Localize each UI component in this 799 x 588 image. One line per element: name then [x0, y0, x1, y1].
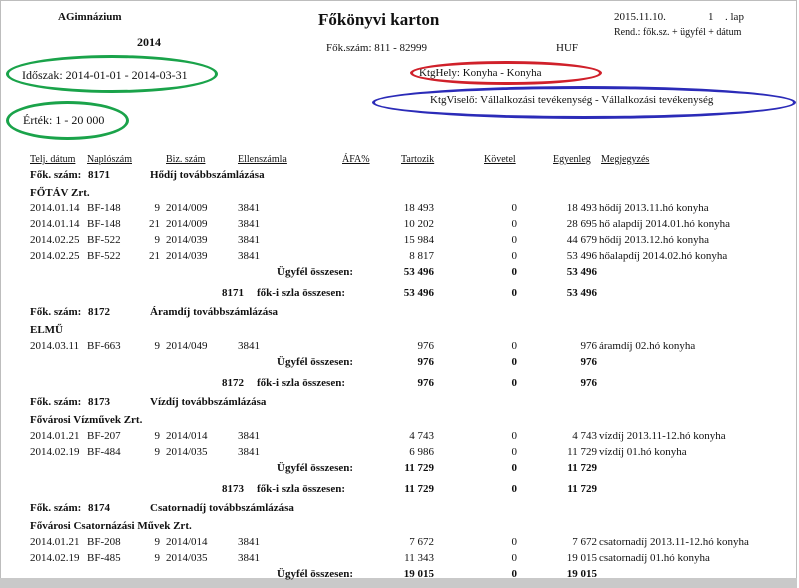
biz-sorszam: 9	[154, 446, 160, 458]
col-afa: ÁFA%	[342, 154, 370, 165]
value-filter: Érték: 1 - 20 000	[23, 113, 105, 127]
kovetel: 0	[511, 536, 517, 548]
page-suffix: . lap	[725, 11, 744, 23]
partner-name: Fővárosi Vízművek Zrt.	[30, 414, 143, 426]
megjegyzes: vízdíj 01.hó konyha	[599, 446, 687, 458]
tartozik-total: 19 015	[403, 568, 434, 580]
tartozik: 976	[417, 340, 434, 352]
partner-total-row	[0, 462, 799, 477]
account-total-label: fők-i szla összesen:	[257, 483, 345, 495]
currency: HUF	[556, 42, 579, 54]
megjegyzes: hődíj 2013.11.hó konyha	[599, 202, 709, 214]
account-name: Hődíj továbbszámlázása	[150, 169, 265, 181]
egyenleg-total: 976	[580, 377, 597, 389]
biz-sorszam: 9	[154, 234, 160, 246]
kovetel-total: 0	[511, 266, 517, 278]
biz-szam: 2014/014	[166, 430, 208, 442]
partner-total-row	[0, 266, 799, 281]
table-row	[0, 202, 799, 217]
tartozik-total: 53 496	[403, 266, 434, 278]
tartozik: 10 202	[403, 218, 434, 230]
partner-name: FŐTÁV Zrt.	[30, 187, 90, 199]
naploszam: BF-207	[87, 430, 121, 442]
account-number: 8172	[88, 306, 110, 318]
naploszam: BF-663	[87, 340, 121, 352]
naploszam: BF-148	[87, 218, 121, 230]
account-number: 8171	[88, 169, 110, 181]
ellenszamla: 3841	[238, 536, 260, 548]
egyenleg: 18 493	[566, 202, 597, 214]
table-row	[0, 446, 799, 461]
kovetel-total: 0	[511, 287, 517, 299]
egyenleg: 28 695	[566, 218, 597, 230]
account-label: Fők. szám:	[30, 169, 82, 181]
tartozik: 4 743	[409, 430, 434, 442]
megjegyzes: hő alapdíj 2014.01.hó konyha	[599, 218, 731, 230]
cost-bearer-filter: KtgViselő: Vállalkozási tevékenység - Vállalkozási tevékenység	[430, 94, 714, 106]
egyenleg-total: 11 729	[567, 462, 597, 474]
biz-sorszam: 9	[154, 340, 160, 352]
biz-szam: 2014/035	[166, 552, 208, 564]
ellenszamla: 3841	[238, 202, 260, 214]
partner-total-row	[0, 356, 799, 371]
account-header-row	[0, 306, 799, 321]
naploszam: BF-485	[87, 552, 121, 564]
telj-datum: 2014.01.21	[30, 430, 80, 442]
ellenszamla: 3841	[238, 430, 260, 442]
biz-sorszam: 21	[149, 250, 160, 262]
account-header-row	[0, 169, 799, 184]
megjegyzes: hődíj 2013.12.hó konyha	[599, 234, 709, 246]
naploszam: BF-208	[87, 536, 121, 548]
account-name: Áramdíj továbbszámlázása	[150, 306, 279, 318]
tartozik-total: 11 729	[404, 483, 434, 495]
telj-datum: 2014.01.21	[30, 536, 80, 548]
naploszam: BF-522	[87, 250, 121, 262]
kovetel-total: 0	[511, 377, 517, 389]
table-row	[0, 430, 799, 445]
kovetel: 0	[511, 446, 517, 458]
tartozik: 6 986	[409, 446, 434, 458]
telj-datum: 2014.03.11	[30, 340, 80, 352]
megjegyzes: vízdíj 2013.11-12.hó konyha	[599, 430, 726, 442]
ellenszamla: 3841	[238, 340, 260, 352]
ellenszamla: 3841	[238, 250, 260, 262]
kovetel-total: 0	[511, 483, 517, 495]
table-row	[0, 552, 799, 567]
partner-total-label: Ügyfél összesen:	[277, 356, 354, 368]
partner-total-label: Ügyfél összesen:	[277, 568, 354, 580]
telj-datum: 2014.01.14	[30, 202, 80, 214]
tartozik: 11 343	[404, 552, 434, 564]
telj-datum: 2014.02.19	[30, 446, 80, 458]
account-total-number: 8173	[222, 483, 244, 495]
egyenleg-total: 53 496	[566, 287, 597, 299]
account-total-row	[0, 483, 799, 498]
egyenleg: 53 496	[566, 250, 597, 262]
egyenleg-total: 19 015	[566, 568, 597, 580]
company-name: AGimnázium	[58, 11, 122, 23]
egyenleg: 19 015	[566, 552, 597, 564]
account-name: Vízdíj továbbszámlázása	[150, 396, 267, 408]
account-total-number: 8171	[222, 287, 244, 299]
partner-total-row	[0, 568, 799, 583]
biz-sorszam: 9	[154, 536, 160, 548]
egyenleg-total: 53 496	[566, 266, 597, 278]
megjegyzes: hőalapdíj 2014.02.hó konyha	[599, 250, 728, 262]
table-row	[0, 536, 799, 551]
kovetel: 0	[511, 250, 517, 262]
megjegyzes: csatornadíj 2013.11-12.hó konyha	[599, 536, 749, 548]
egyenleg: 11 729	[567, 446, 597, 458]
egyenleg: 976	[580, 340, 597, 352]
account-header-row	[0, 502, 799, 517]
tartozik: 15 984	[403, 234, 434, 246]
period-filter: Időszak: 2014-01-01 - 2014-03-31	[22, 68, 188, 82]
partner-row	[0, 187, 799, 202]
ellenszamla: 3841	[238, 234, 260, 246]
report-title: Főkönyvi karton	[318, 10, 440, 29]
telj-datum: 2014.01.14	[30, 218, 80, 230]
account-label: Fők. szám:	[30, 396, 82, 408]
account-number: 8173	[88, 396, 110, 408]
col-naploszam: Naplószám	[87, 154, 132, 165]
biz-sorszam: 21	[149, 218, 160, 230]
report-year: 2014	[137, 35, 161, 49]
biz-szam: 2014/009	[166, 202, 208, 214]
sort-order: Rend.: fők.sz. + ügyfél + dátum	[614, 27, 742, 38]
report-date: 2015.11.10.	[614, 11, 666, 23]
naploszam: BF-148	[87, 202, 121, 214]
partner-name: ELMŰ	[30, 324, 63, 336]
table-row	[0, 218, 799, 233]
tartozik-total: 11 729	[404, 462, 434, 474]
tartozik-total: 976	[417, 377, 434, 389]
tartozik-total: 53 496	[403, 287, 434, 299]
value-highlight-oval	[6, 101, 129, 140]
tartozik: 18 493	[403, 202, 434, 214]
biz-sorszam: 9	[154, 552, 160, 564]
table-row	[0, 340, 799, 355]
account-name: Csatornadíj továbbszámlázása	[150, 502, 294, 514]
period-highlight-oval	[6, 55, 218, 93]
biz-szam: 2014/009	[166, 218, 208, 230]
table-row	[0, 234, 799, 249]
tartozik: 8 817	[409, 250, 434, 262]
naploszam: BF-484	[87, 446, 121, 458]
megjegyzes: csatornadíj 01.hó konyha	[599, 552, 710, 564]
col-egyenleg: Egyenleg	[553, 154, 591, 165]
account-label: Fők. szám:	[30, 306, 82, 318]
partner-row	[0, 520, 799, 535]
kovetel: 0	[511, 202, 517, 214]
account-range: Fők.szám: 811 - 82999	[326, 42, 428, 54]
cost-center-filter: KtgHely: Konyha - Konyha	[419, 67, 542, 79]
cost-center-highlight-oval	[410, 61, 602, 85]
telj-datum: 2014.02.25	[30, 234, 80, 246]
page-number: 1	[708, 11, 714, 23]
biz-sorszam: 9	[154, 202, 160, 214]
egyenleg: 44 679	[566, 234, 597, 246]
partner-row	[0, 414, 799, 429]
col-ellenszamla: Ellenszámla	[238, 154, 287, 165]
ellenszamla: 3841	[238, 552, 260, 564]
partner-name: Fővárosi Csatornázási Művek Zrt.	[30, 520, 192, 532]
account-total-row	[0, 377, 799, 392]
partner-total-label: Ügyfél összesen:	[277, 266, 354, 278]
telj-datum: 2014.02.25	[30, 250, 80, 262]
biz-szam: 2014/039	[166, 234, 208, 246]
egyenleg-total: 976	[580, 356, 597, 368]
account-total-row	[0, 287, 799, 302]
egyenleg-total: 11 729	[567, 483, 597, 495]
partner-row	[0, 324, 799, 339]
egyenleg: 4 743	[572, 430, 597, 442]
table-row	[0, 250, 799, 265]
account-total-label: fők-i szla összesen:	[257, 377, 345, 389]
egyenleg: 7 672	[572, 536, 597, 548]
kovetel: 0	[511, 430, 517, 442]
kovetel: 0	[511, 552, 517, 564]
account-header-row	[0, 396, 799, 411]
account-total-label: fők-i szla összesen:	[257, 287, 345, 299]
partner-total-label: Ügyfél összesen:	[277, 462, 354, 474]
col-biz-szam: Biz. szám	[166, 154, 206, 165]
col-telj-datum: Telj. dátum	[30, 154, 76, 165]
kovetel: 0	[511, 218, 517, 230]
tartozik: 7 672	[409, 536, 434, 548]
kovetel-total: 0	[511, 356, 517, 368]
naploszam: BF-522	[87, 234, 121, 246]
account-number: 8174	[88, 502, 110, 514]
col-megjegyzes: Megjegyzés	[601, 154, 650, 165]
biz-szam: 2014/049	[166, 340, 208, 352]
col-tartozik: Tartozik	[401, 154, 435, 165]
account-label: Fők. szám:	[30, 502, 82, 514]
cost-bearer-highlight-oval	[372, 86, 796, 119]
biz-szam: 2014/039	[166, 250, 208, 262]
kovetel: 0	[511, 234, 517, 246]
ellenszamla: 3841	[238, 446, 260, 458]
tartozik-total: 976	[417, 356, 434, 368]
col-kovetel: Követel	[484, 154, 516, 165]
biz-sorszam: 9	[154, 430, 160, 442]
account-total-number: 8172	[222, 377, 244, 389]
telj-datum: 2014.02.19	[30, 552, 80, 564]
megjegyzes: áramdíj 02.hó konyha	[599, 340, 696, 352]
kovetel-total: 0	[511, 568, 517, 580]
biz-szam: 2014/014	[166, 536, 208, 548]
kovetel-total: 0	[511, 462, 517, 474]
biz-szam: 2014/035	[166, 446, 208, 458]
kovetel: 0	[511, 340, 517, 352]
ellenszamla: 3841	[238, 218, 260, 230]
